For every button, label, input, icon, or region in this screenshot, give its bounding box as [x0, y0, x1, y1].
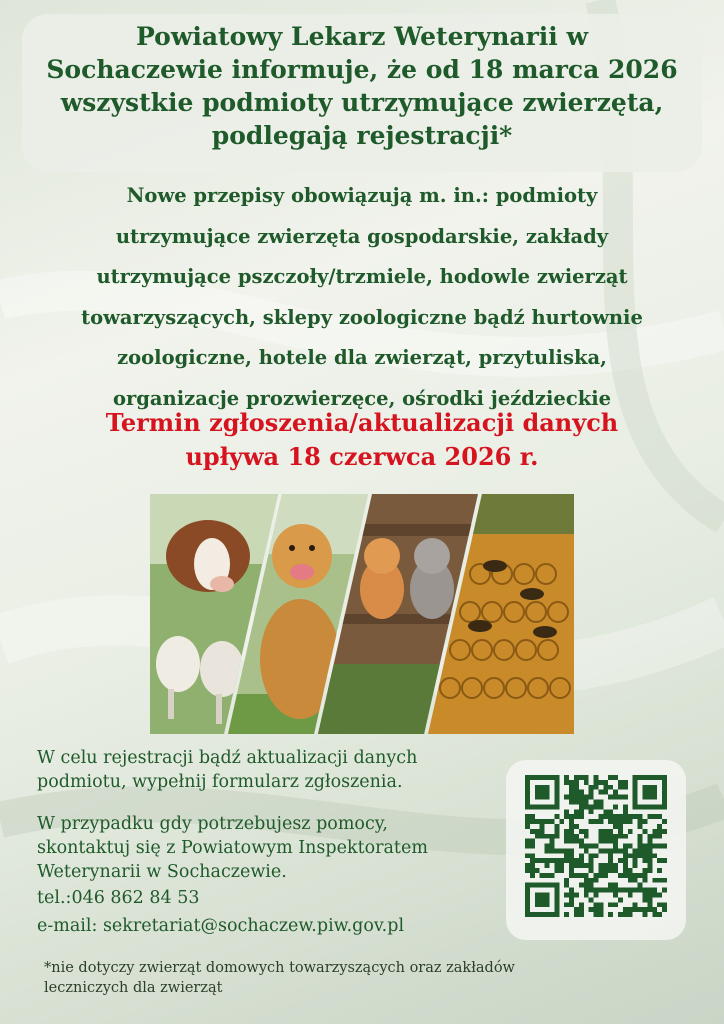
deadline-line: upływa 18 czerwca 2026 r. [185, 442, 539, 471]
page-title [22, 20, 702, 152]
title-line: wszystkie podmioty utrzymujące zwierzęta, [60, 88, 664, 117]
footnote-line: leczniczych dla zwierząt [44, 980, 223, 996]
regulation-scope [30, 176, 694, 419]
registration-line: W celu rejestracji bądź aktualizacji danych [37, 748, 418, 768]
footnote [44, 958, 664, 998]
intro-line: towarzyszących, sklepy zoologiczne bądź hurtownie [81, 305, 643, 329]
title-line: Powiatowy Lekarz Weterynarii w [136, 22, 588, 51]
intro-line: organizacje prozwierzęce, ośrodki jeździeckie [112, 386, 612, 410]
help-line: Weterynarii w Sochaczewie. [37, 862, 287, 882]
registration-info [37, 746, 417, 794]
intro-line: zoologiczne, hotele dla zwierząt, przytuliska, [117, 346, 607, 369]
intro-line: Nowe przepisy obowiązują m. in.: podmioty [126, 184, 598, 207]
footnote-line: *nie dotyczy zwierząt domowych towarzyszących oraz zakładów [44, 960, 515, 976]
email-address[interactable]: e-mail: sekretariat@sochaczew.piw.gov.pl [37, 916, 405, 936]
help-info [37, 812, 428, 938]
phone-number[interactable]: tel.:046 862 84 53 [37, 888, 200, 908]
intro-line: utrzymujące zwierzęta gospodarskie, zakłady [115, 224, 609, 248]
title-line: Sochaczewie informuje, że od 18 marca 2026 [46, 55, 678, 84]
deadline-notice [30, 406, 694, 474]
help-line: skontaktuj się z Powiatowym Inspektoratem [37, 838, 428, 858]
title-line: podlegają rejestracji* [211, 121, 513, 150]
deadline-line: Termin zgłoszenia/aktualizacji danych [105, 408, 619, 437]
help-line: W przypadku gdy potrzebujesz pomocy, [37, 814, 388, 834]
intro-line: utrzymujące pszczoły/trzmiele, hodowle zwierząt [96, 265, 628, 288]
registration-line: podmiotu, wypełnij formularz zgłoszenia. [37, 772, 403, 792]
animals-collage [150, 494, 574, 734]
qr-code[interactable] [525, 775, 667, 917]
